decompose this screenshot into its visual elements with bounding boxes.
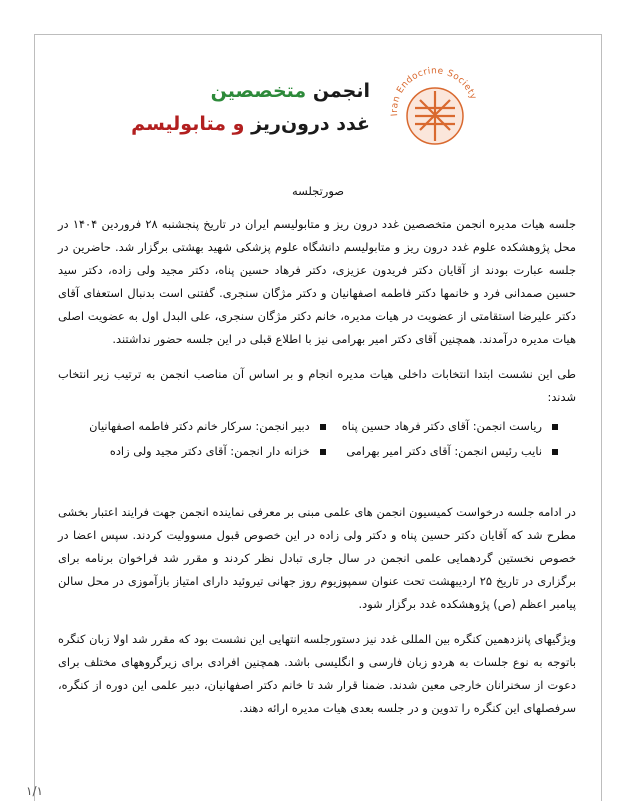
list-item bbox=[89, 440, 326, 463]
seal-text: Iran Endocrine Society bbox=[389, 66, 478, 117]
page-number: ۱/۱ bbox=[26, 784, 43, 798]
paragraph-congress: ویژگیهای پانزدهمین کنگره بین المللی غدد نیز دستورجلسه انتهایی این نشست بود که مقرر شد اولا زبان کنگره باتوجه به نوع جلسات به هردو زبان فارسی و انگلیسی باشد. همچنین افرادی برای زیرگروههای مختلف برای دعوت از سخنرانان خارجی معین شدند. ضمنا قرار شد تا خانم دکتر اصفهانیان، دبیر علمی این دوره از کنگره، سرفصلهای این کنگره را تدوین و در جلسه بعدی هیات مدیره ارائه دهند. bbox=[58, 632, 576, 715]
list-item bbox=[89, 415, 326, 438]
position-vice-president: نایب رئیس انجمن: آقای دکتر امیر بهرامی bbox=[346, 444, 542, 458]
society-logo bbox=[131, 58, 490, 168]
paragraph-elections: طی این نشست ابتدا انتخابات داخلی هیات مدیره انجام و بر اساس آن مناصب انجمن به ترتیب زیر انتخاب شدند: bbox=[58, 367, 576, 404]
logo-subtitle-end: متابولیسم bbox=[131, 113, 226, 135]
position-treasurer: خزانه دار انجمن: آقای دکتر مجید ولی زاده bbox=[109, 444, 310, 458]
logo-subtitle-main: غدد درون‌ریز bbox=[251, 113, 370, 135]
positions-list bbox=[58, 415, 576, 463]
document-heading: صورتجلسه bbox=[291, 184, 345, 198]
section-spacer bbox=[58, 481, 576, 501]
bullet-icon bbox=[552, 449, 558, 455]
logo-title-line bbox=[211, 80, 370, 102]
logo-subtitle-and: و bbox=[232, 113, 245, 135]
logo-title-prefix: انجمن bbox=[312, 80, 370, 102]
list-item bbox=[342, 440, 558, 463]
paragraph-accreditation: در ادامه جلسه درخواست کمیسیون انجمن های علمی مبنی بر معرفی نماینده انجمن جهت فرایند اعتبار بخشی مطرح شد که آقایان دکتر حسین پناه و دکتر ولی زاده در این خصوص قبول مسوولیت کردند. سپس اعضا در خصوص نخستین گردهمایی علمی انجمن در سال جاری تبادل نظر کردند و مقرر شد فراخوان برنامه برای برگزاری در تاریخ ۲۵ اردیبهشت تحت عنوان سمپوزیوم روز جهانی تیروئید دارای امتیاز بازآموزی در محل سالن پیامبر اعظم (ص) پژوهشکده غدد برگزار شود. bbox=[58, 505, 576, 611]
bullet-icon bbox=[320, 424, 326, 430]
list-item bbox=[342, 415, 558, 438]
logo-title-suffix: متخصصین bbox=[210, 80, 307, 102]
bullet-icon bbox=[320, 449, 326, 455]
position-president: ریاست انجمن: آقای دکتر فرهاد حسین پناه bbox=[341, 419, 542, 433]
minutes-document bbox=[58, 180, 576, 732]
logo-subtitle-line bbox=[131, 113, 370, 135]
position-secretary: دبیر انجمن: سرکار خانم دکتر فاطمه اصفهانیان bbox=[89, 419, 310, 433]
society-seal-icon bbox=[380, 58, 490, 168]
bullet-icon bbox=[552, 424, 558, 430]
paragraph-attendance: جلسه هیات مدیره انجمن متخصصین غدد درون ریز و متابولیسم ایران در تاریخ پنجشنبه ۲۸ فروردین ۱۴۰۴ در محل پژوهشکده علوم غدد درون ریز و متابولیسم دانشگاه علوم پزشکی شهید بهشتی برگزار شد. حاضرین در جلسه عبارت بودند از آقایان دکتر فریدون عزیزی، دکتر فرهاد حسین پناه، دکتر مجید ولی زاده، دکتر سید حسین صمدانی فرد و خانمها دکتر فاطمه اصفهانیان و دکتر مژگان سنجری. گفتنی است بدنبال استعفای آقای دکتر علیرضا استقامتی از عضویت در هیات مدیره، خانم دکتر مژگان سنجری، علی البدل اول به عضویت اصلی هیات مدیره درآمدند. همچنین آقای دکتر امیر بهرامی نیز با اطلاع قبلی در این جلسه حضور نداشتند. bbox=[58, 217, 576, 346]
